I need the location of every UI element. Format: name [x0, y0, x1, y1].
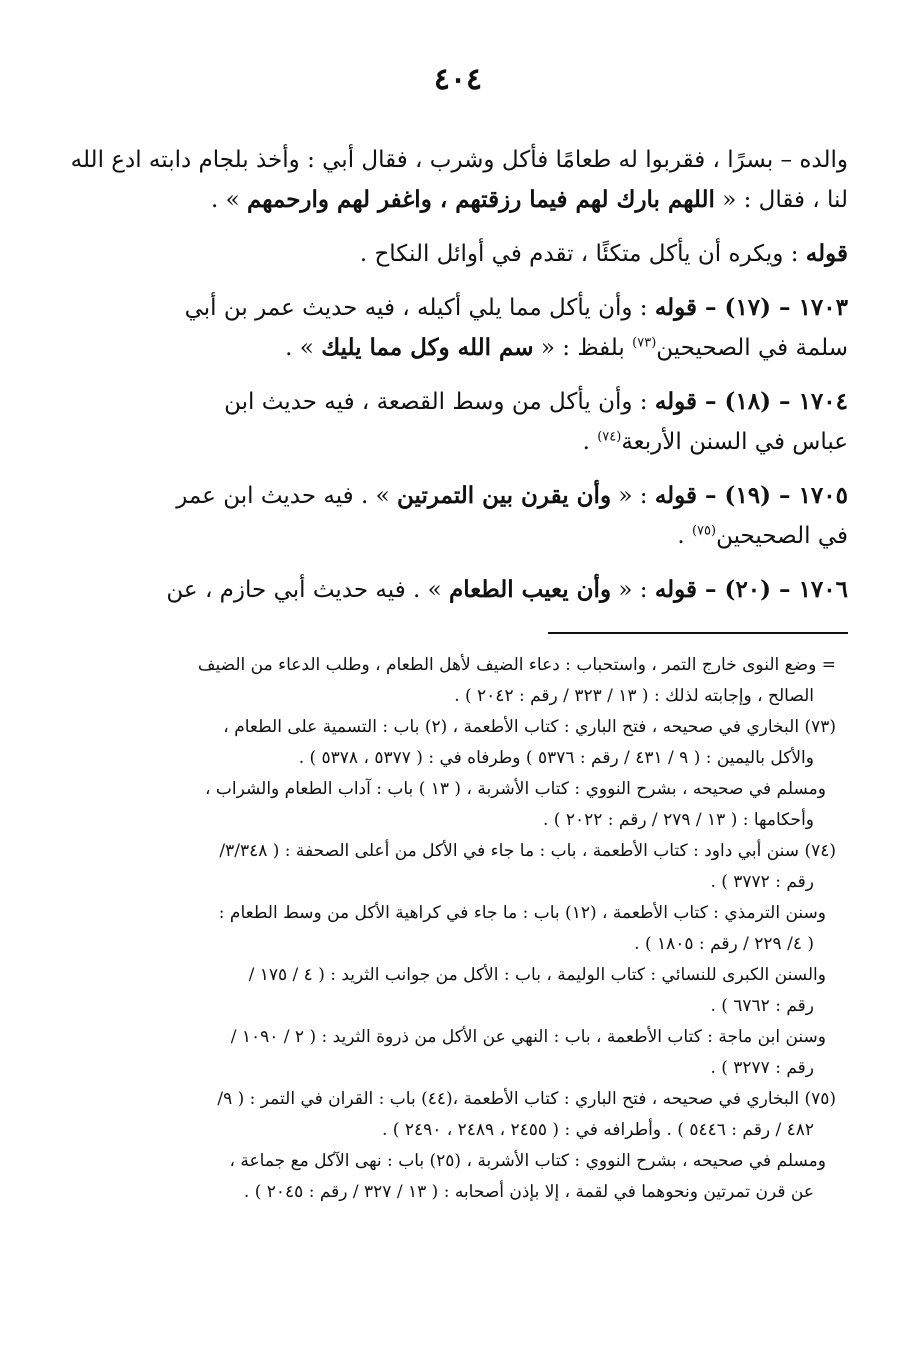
footnote-line: رقم : ٣٢٧٧ ) . — [710, 1058, 814, 1078]
text-span: سلمة في الصحيحين — [656, 335, 848, 361]
paragraph-1705-line-2 — [68, 516, 848, 556]
paragraph-1706-line-1 — [68, 570, 848, 610]
entry-heading: ١٧٠٣ – (١٧) – قوله — [654, 294, 848, 321]
footnote-ref: (٧٤) — [597, 429, 622, 445]
paragraph-2 — [68, 234, 848, 274]
footnotes — [64, 650, 836, 1208]
paragraph-1705 — [68, 476, 848, 556]
footnote-line: والأكل باليمين : ( ٩ / ٤٣١ / رقم : ٥٣٧٦ ) وطرفاه في : ( ٥٣٧٧ ، ٥٣٧٨ ) . — [298, 748, 814, 768]
hadith-quote: وأن يعيب الطعام — [449, 576, 612, 603]
footnote-ref: (٧٣) — [632, 335, 657, 351]
text-span: بلفظ : « — [533, 335, 633, 361]
entry-heading: ١٧٠٤ – (١٨) – قوله — [654, 388, 848, 415]
footnote-line: رقم : ٦٧٦٢ ) . — [710, 996, 814, 1016]
footnote-line: الصالح ، وإجابته لذلك : ( ١٣ / ٣٢٣ / رقم : ٢٠٤٢ ) . — [454, 686, 814, 706]
text-span: » . — [285, 335, 322, 361]
footnote-line: = وضع النوى خارج التمر ، واستحباب : دعاء الضيف لأهل الطعام ، وطلب الدعاء من الضيف — [197, 655, 836, 675]
paragraph-1704-line-2 — [68, 422, 848, 462]
footnote-line: ومسلم في صحيحه ، بشرح النووي : كتاب الأشربة ، (٢٥) باب : نهى الآكل مع جماعة ، — [229, 1151, 826, 1171]
text-span: لنا ، فقال : « — [714, 187, 848, 213]
footnote-ref: (٧٥) — [691, 523, 717, 539]
entry-heading: قوله — [805, 240, 848, 267]
footnote-line: (٧٥) البخاري في صحيحه ، فتح الباري : كتاب الأطعمة ،(٤٤) باب : القران في التمر : ( ٩/ — [217, 1089, 836, 1109]
paragraph-2-line-1 — [68, 234, 848, 274]
paragraph-1706 — [68, 570, 848, 610]
footnote-line: ٤٨٢ / رقم : ٥٤٤٦ ) . وأطرافه في : ( ٢٤٥٥ ، ٢٤٨٩ ، ٢٤٩٠ ) . — [381, 1120, 814, 1140]
entry-heading: ١٧٠٦ – (٢٠) – قوله — [654, 576, 848, 603]
footnote-line: والسنن الكبرى للنسائي : كتاب الوليمة ، باب : الأكل من جوانب الثريد : ( ٤ / ١٧٥ / — [248, 965, 826, 985]
footnote-line: (٧٣) البخاري في صحيحه ، فتح الباري : كتاب الأطعمة ، (٢) باب : التسمية على الطعام ، — [223, 717, 836, 737]
text-span: » . فيه حديث أبي حازم ، عن — [166, 577, 450, 603]
text-span: : ويكره أن يأكل متكئًا ، تقدم في أوائل النكاح . — [359, 241, 806, 267]
text-span: » . — [210, 187, 247, 213]
text-span: » . فيه حديث ابن عمر — [176, 483, 397, 509]
paragraph-1703-line-1 — [68, 288, 848, 328]
footnote-line: وسنن ابن ماجة : كتاب الأطعمة ، باب : النهي عن الأكل من ذروة الثريد : ( ٢ / ١٠٩٠ / — [230, 1027, 826, 1047]
page-number: ٤٠٤ — [433, 62, 483, 97]
paragraph-1704 — [68, 382, 848, 462]
paragraph-1704-line-1 — [68, 382, 848, 422]
text-span: : « — [611, 483, 655, 509]
text-span: عباس في السنن الأربعة — [621, 429, 848, 455]
footnote-line: وسنن الترمذي : كتاب الأطعمة ، (١٢) باب : ما جاء في كراهية الأكل من وسط الطعام : — [218, 903, 826, 923]
paragraph-1 — [68, 140, 848, 220]
footnote-line: عن قرن تمرتين ونحوهما في لقمة ، إلا بإذن أصحابه : ( ١٣ / ٣٢٧ / رقم : ٢٠٤٥ ) . — [243, 1182, 814, 1202]
paragraph-1703 — [68, 288, 848, 368]
footnote-divider — [548, 632, 848, 634]
paragraph-1-line-2 — [68, 180, 848, 220]
paragraph-1705-line-1 — [68, 476, 848, 516]
text-span: . — [582, 429, 598, 455]
paragraph-1-line-1: والده – بسرًا ، فقربوا له طعامًا فأكل وشرب ، فقال أبي : وأخذ بلجام دابته ادع الله — [70, 147, 848, 173]
text-span: . — [677, 523, 692, 549]
entry-heading: ١٧٠٥ – (١٩) – قوله — [654, 482, 848, 509]
hadith-quote: وأن يقرن بين التمرتين — [397, 482, 612, 509]
text-span: : وأن يأكل مما يلي أكيله ، فيه حديث عمر بن أبي — [184, 295, 655, 321]
footnote-line: ومسلم في صحيحه ، بشرح النووي : كتاب الأشربة ، ( ١٣ ) باب : آداب الطعام والشراب ، — [204, 779, 826, 799]
main-text — [68, 140, 848, 624]
text-span: : « — [611, 577, 655, 603]
footnote-line: (٧٤) سنن أبي داود : كتاب الأطعمة ، باب : ما جاء في الأكل من أعلى الصحفة : ( ٣/٣٤٨/ — [219, 841, 836, 861]
hadith-quote: سم الله وكل مما يليك — [321, 334, 534, 361]
footnote-line: ( ٤/ ٢٢٩ / رقم : ١٨٠٥ ) . — [634, 934, 814, 954]
text-span: : وأن يأكل من وسط القصعة ، فيه حديث ابن — [224, 389, 655, 415]
hadith-quote: اللهم بارك لهم فيما رزقتهم ، واغفر لهم وارحمهم — [247, 186, 715, 213]
paragraph-1703-line-2 — [68, 328, 848, 368]
text-span: في الصحيحين — [716, 523, 848, 549]
footnote-line: وأحكامها : ( ١٣ / ٢٧٩ / رقم : ٢٠٢٢ ) . — [542, 810, 814, 830]
footnote-line: رقم : ٣٧٧٢ ) . — [710, 872, 814, 892]
